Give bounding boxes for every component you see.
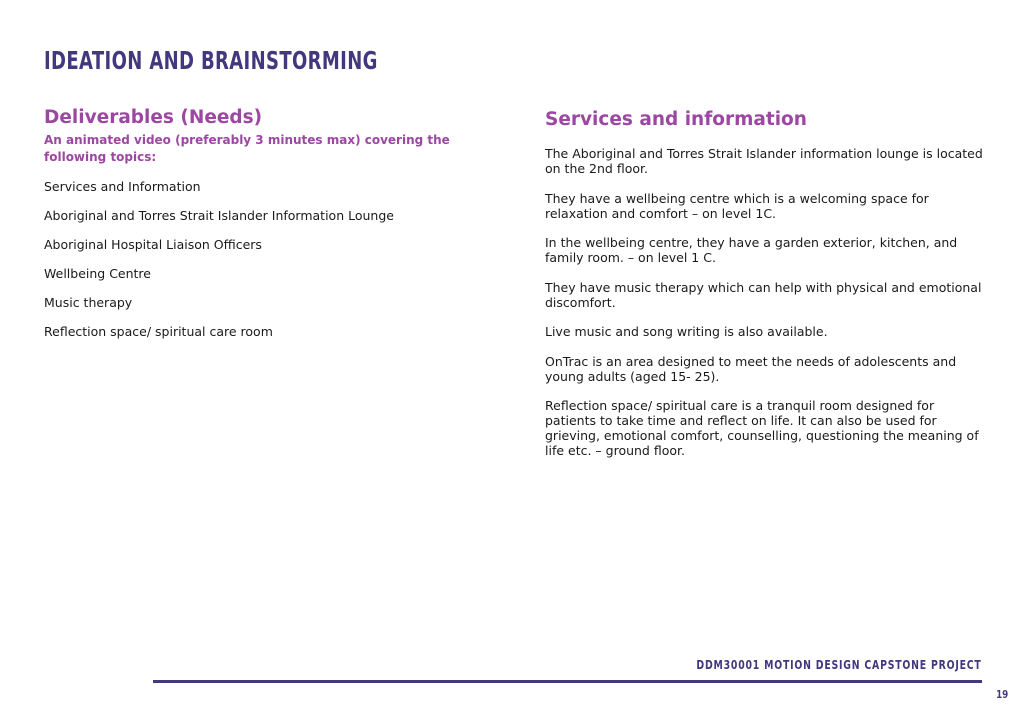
deliverables-heading: Deliverables (Needs) [44,107,263,128]
deliverables-section [44,106,494,353]
topic-item: Wellbeing Centre [44,266,151,281]
services-paragraph: The Aboriginal and Torres Strait Islander information lounge is located on the 2nd floor. [545,146,983,176]
services-paragraph: OnTrac is an area designed to meet the needs of adolescents and young adults (aged 15- 25). [545,353,957,384]
services-paragraph: Live music and song writing is also available. [545,324,828,339]
footer-course-title: DDM30001 MOTION DESIGN CAPSTONE PROJECT [696,658,982,672]
topic-item: Aboriginal Hospital Liaison Officers [44,237,262,252]
services-paragraphs [545,146,985,458]
services-paragraph: They have a wellbeing centre which is a welcoming space for relaxation and comfort – on level 1C. [545,190,929,221]
topic-item: Services and Information [44,179,201,194]
topics-list [44,179,494,339]
services-heading: Services and information [545,109,807,130]
footer-divider [153,680,982,683]
topic-item: Reflection space/ spiritual care room [44,324,273,339]
page-number: 19 [995,688,1008,701]
deliverables-intro: An animated video (preferably 3 minutes max) covering the following topics: [44,133,450,164]
services-paragraph: Reflection space/ spiritual care is a tranquil room designed for patients to take time and reflect on life. It can also be used for grieving, emotional comfort, counselling, questioning the meaning of life etc. – ground floor. [545,398,979,458]
services-paragraph: They have music therapy which can help with physical and emotional discomfort. [545,279,982,310]
page-title: IDEATION AND BRAINSTORMING [44,46,378,75]
services-section [545,108,985,473]
topic-item: Music therapy [44,295,133,310]
services-paragraph: In the wellbeing centre, they have a garden exterior, kitchen, and family room. – on level 1 C. [545,235,958,265]
topic-item: Aboriginal and Torres Strait Islander Information Lounge [44,208,394,223]
